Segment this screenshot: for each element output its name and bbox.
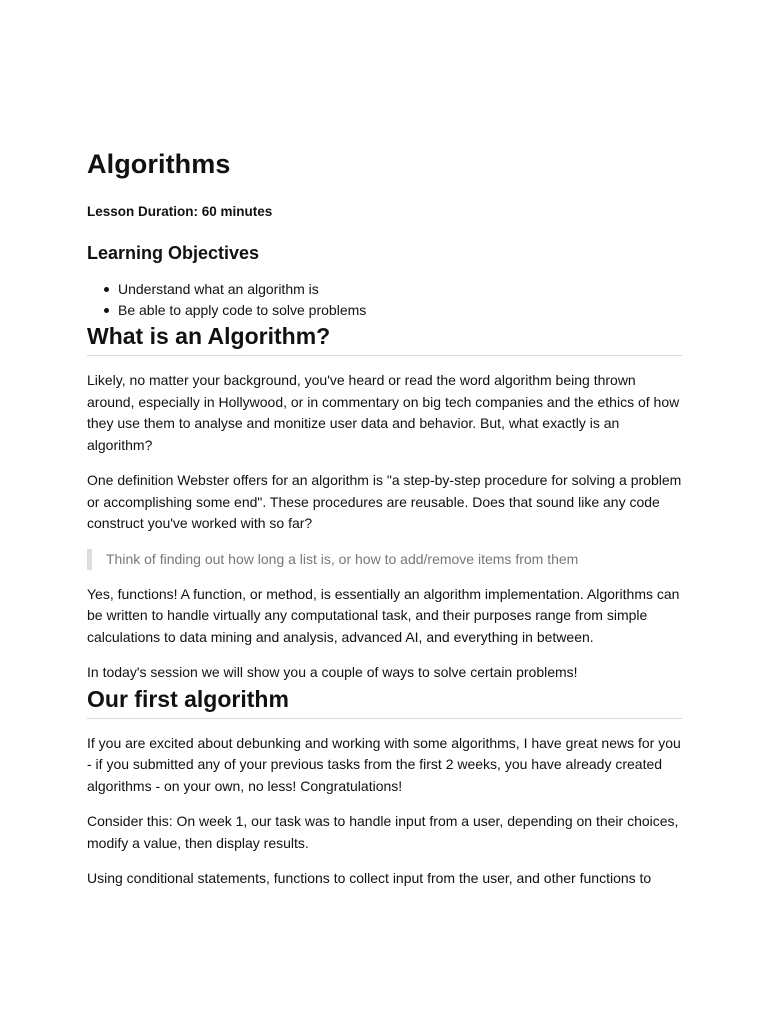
paragraph: Consider this: On week 1, our task was to handle input from a user, depending on their choices, modify a value, then display results. <box>87 813 679 851</box>
bullet-icon <box>104 308 109 313</box>
list-item <box>118 300 682 321</box>
list-item <box>118 279 682 300</box>
section-heading-what-is: What is an Algorithm? <box>87 321 682 356</box>
lesson-duration: Lesson Duration: 60 minutes <box>87 204 273 219</box>
bullet-icon <box>104 287 109 292</box>
paragraph: One definition Webster offers for an algorithm is "a step-by-step procedure for solving a problem or accomplishing some end". These procedures are reusable. Does that sound like any code construct you've worked with so far? <box>87 472 682 531</box>
page-title: Algorithms <box>87 149 231 179</box>
blockquote: Think of finding out how long a list is, or how to add/remove items from them <box>87 549 682 570</box>
list-item-text: Be able to apply code to solve problems <box>118 302 367 318</box>
paragraph: In today's session we will show you a couple of ways to solve certain problems! <box>87 664 578 680</box>
paragraph: Likely, no matter your background, you've heard or read the word algorithm being thrown around, especially in Hollywood, or in commentary on big tech companies and the ethics of how they use them to analyse and monitize user data and behavior. But, what exactly is an algorithm? <box>87 372 680 453</box>
objectives-heading: Learning Objectives <box>87 243 260 263</box>
paragraph: If you are excited about debunking and working with some algorithms, I have great news for you - if you submitted any of your previous tasks from the first 2 weeks, you have already created algorithms - on your own, no less! Congratulations! <box>87 734 681 794</box>
list-item-text: Understand what an algorithm is <box>118 281 319 297</box>
objectives-list <box>87 279 682 321</box>
paragraph: Using conditional statements, functions to collect input from the user, and other functions to <box>87 870 652 886</box>
paragraph: Yes, functions! A function, or method, is essentially an algorithm implementation. Algorithms can be written to handle virtually any computational task, and their purposes range from simple calculations to data mining and analysis, advanced AI, and everything in between. <box>87 585 680 645</box>
section-heading-first-algorithm: Our first algorithm <box>87 684 682 719</box>
